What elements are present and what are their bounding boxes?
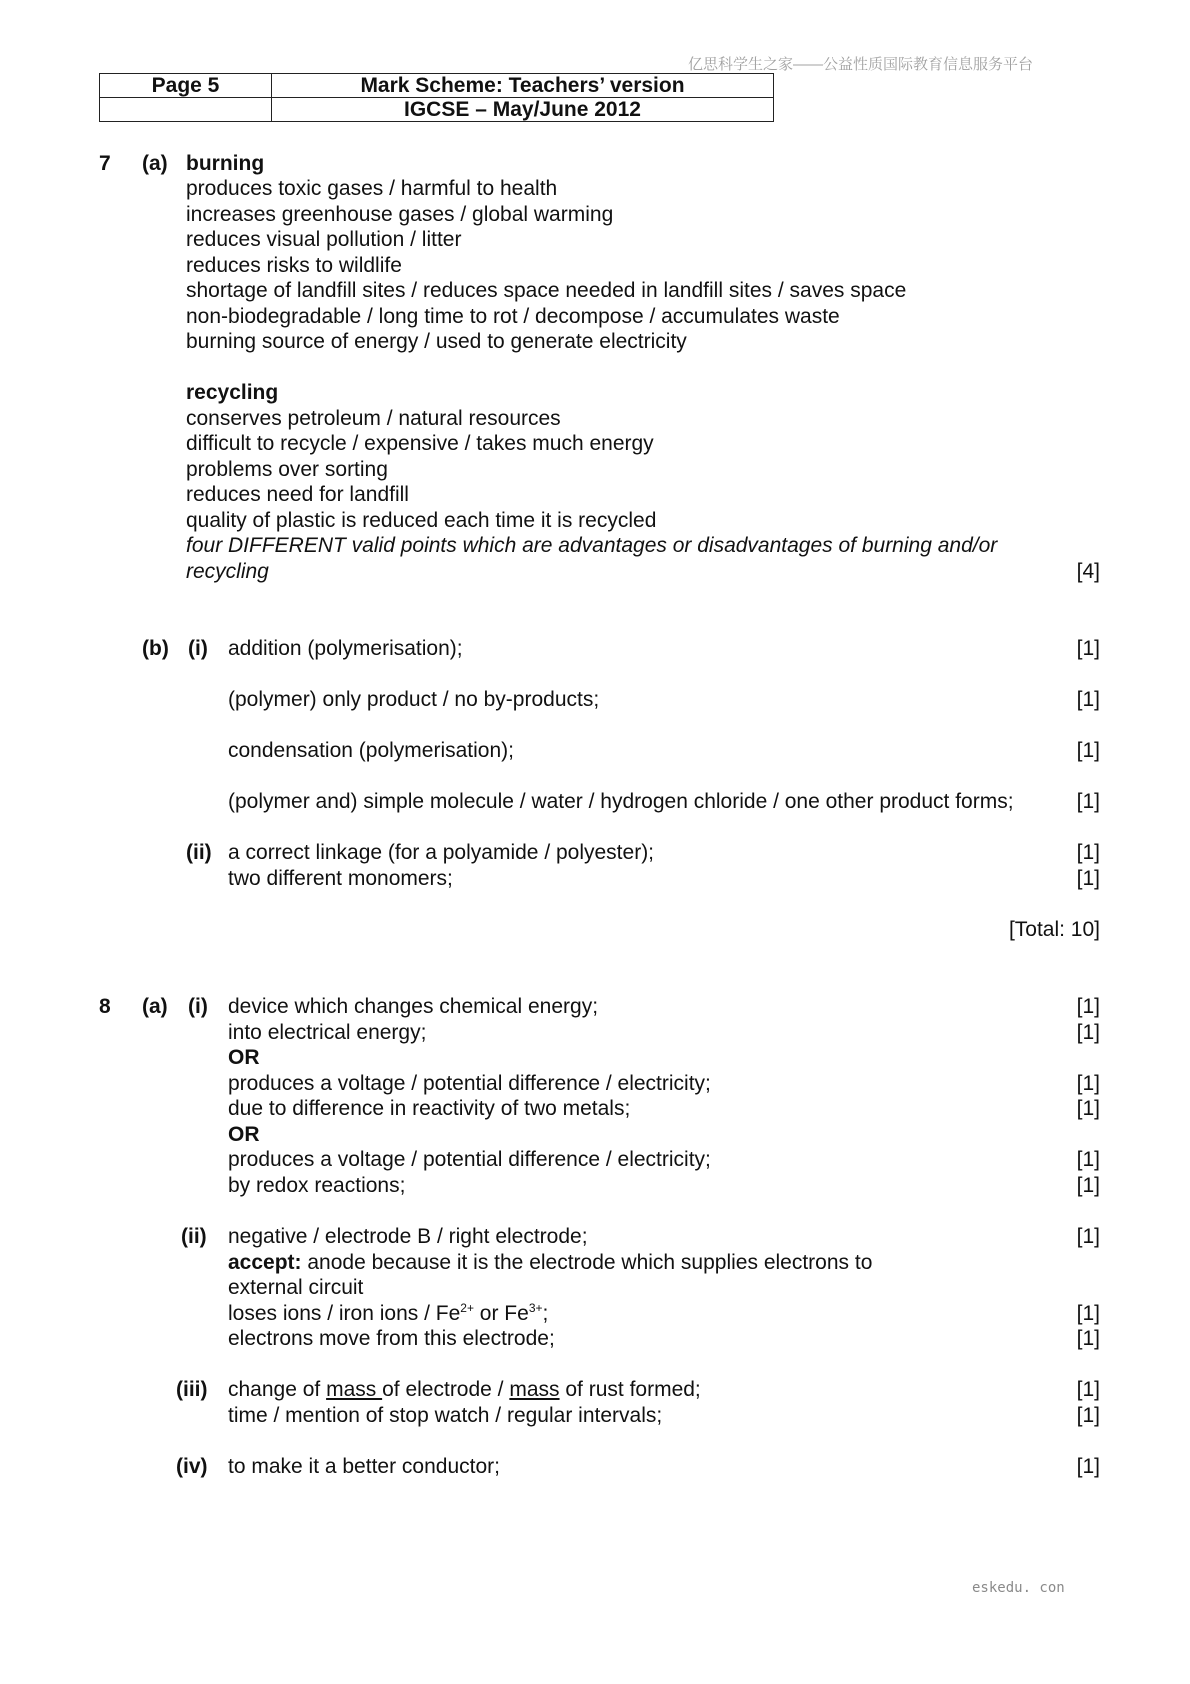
q8-i-line2: into electrical energy; (228, 1021, 427, 1044)
q8-ii-mark2: [1] (1076, 1302, 1100, 1325)
q8-i-mark6: [1] (1076, 1174, 1100, 1197)
q8-iii-line1 (228, 1377, 701, 1402)
q8-number: 8 (99, 995, 111, 1018)
burning-point: increases greenhouse gases / global warming (186, 203, 614, 226)
q8-a-label: (a) (142, 995, 168, 1018)
q8-ii-accept (228, 1250, 872, 1275)
q8-ii-line3: electrons move from this electrode; (228, 1327, 555, 1350)
iii-text-part: of electrode / (382, 1378, 510, 1401)
q7-b-ii-mark: [1] (1076, 867, 1100, 890)
footer-site: eskedu. con (972, 1580, 1065, 1596)
ions-pre: loses ions / iron ions / Fe (228, 1302, 461, 1325)
recycling-point: difficult to recycle / expensive / takes much energy (186, 432, 654, 455)
header-page: Page 5 (100, 74, 272, 98)
q7-total: [Total: 10] (1008, 918, 1100, 941)
q8-i-mark5: [1] (1076, 1148, 1100, 1171)
ions-sup1: 2+ (460, 1301, 474, 1315)
burning-point: non-biodegradable / long time to rot / decompose / accumulates waste (186, 305, 840, 328)
q7-b-ii-line: two different monomers; (228, 867, 453, 890)
q7-burning-heading: burning (186, 152, 265, 175)
q8-iv-label: (iv) (176, 1455, 208, 1478)
q8-i-mark4: [1] (1076, 1097, 1100, 1120)
q7-b-i-mark: [1] (1076, 790, 1100, 813)
header-empty-cell (100, 98, 272, 122)
header-exam: IGCSE – May/June 2012 (272, 98, 774, 122)
burning-point: shortage of landfill sites / reduces space needed in landfill sites / saves space (186, 279, 907, 302)
q7-b-ii-line: a correct linkage (for a polyamide / polyester); (228, 841, 655, 864)
q7-b-i-line: addition (polymerisation); (228, 637, 463, 660)
accept-text: anode because it is the electrode which supplies electrons to (301, 1251, 873, 1274)
q8-i-line5: produces a voltage / potential difference / electricity; (228, 1148, 711, 1171)
header-title: Mark Scheme: Teachers’ version (272, 74, 774, 98)
recycling-point: reduces need for landfill (186, 483, 409, 506)
recycling-point: quality of plastic is reduced each time it is recycled (186, 509, 657, 532)
q8-i-mark2: [1] (1076, 1021, 1100, 1044)
q7-number: 7 (99, 152, 111, 175)
watermark-text: 亿思科学生之家——公益性质国际教育信息服务平台 (688, 56, 1034, 73)
burning-point: reduces visual pollution / litter (186, 228, 462, 251)
q7-b-ii-mark: [1] (1076, 841, 1100, 864)
iii-underlined-mass: mass (509, 1378, 560, 1401)
q8-ii-label: (ii) (181, 1225, 207, 1248)
q7-a-note-line2: recycling (186, 560, 269, 583)
accept-label: accept: (228, 1251, 302, 1274)
q8-iii-mark2: [1] (1076, 1404, 1100, 1427)
ions-sup2: 3+ (528, 1301, 543, 1315)
ions-end: ; (542, 1302, 549, 1325)
q8-ii-ions-line (228, 1301, 548, 1326)
q8-i-label: (i) (188, 995, 208, 1018)
q7-a-note-line1: four DIFFERENT valid points which are advantages or disadvantages of burning and/or (186, 534, 998, 557)
q7-b-i-mark: [1] (1076, 688, 1100, 711)
q8-iv-line1: to make it a better conductor; (228, 1455, 500, 1478)
q7-b-i-label: (i) (188, 637, 208, 660)
header-table (99, 73, 774, 122)
q8-i-or2: OR (228, 1123, 260, 1146)
q7-a-label: (a) (142, 152, 168, 175)
q8-i-mark1: [1] (1076, 995, 1100, 1018)
ions-mid: or Fe (473, 1302, 529, 1325)
q7-a-mark: [4] (1076, 560, 1100, 583)
q8-i-line1: device which changes chemical energy; (228, 995, 599, 1018)
q7-b-i-line: condensation (polymerisation); (228, 739, 514, 762)
q7-recycling-heading: recycling (186, 381, 279, 404)
burning-point: reduces risks to wildlife (186, 254, 402, 277)
q7-b-i-mark: [1] (1076, 637, 1100, 660)
q7-b-i-line: (polymer) only product / no by-products; (228, 688, 600, 711)
q8-ii-accept-cont: external circuit (228, 1276, 364, 1299)
q8-i-line3: produces a voltage / potential difference / electricity; (228, 1072, 711, 1095)
q7-b-ii-label: (ii) (186, 841, 212, 864)
q8-iii-line2: time / mention of stop watch / regular intervals; (228, 1404, 663, 1427)
q8-iv-mark1: [1] (1076, 1455, 1100, 1478)
q7-b-i-mark: [1] (1076, 739, 1100, 762)
burning-point: produces toxic gases / harmful to health (186, 177, 558, 200)
q7-b-label: (b) (142, 637, 169, 660)
q8-i-or1: OR (228, 1046, 260, 1069)
q8-ii-mark1: [1] (1076, 1225, 1100, 1248)
recycling-point: problems over sorting (186, 458, 388, 481)
q8-iii-label: (iii) (176, 1378, 208, 1401)
q8-i-line6: by redox reactions; (228, 1174, 406, 1197)
q8-i-line4: due to difference in reactivity of two metals; (228, 1097, 631, 1120)
iii-text-part: of rust formed; (559, 1378, 701, 1401)
iii-text-part: change of (228, 1378, 327, 1401)
iii-underlined-mass: mass (326, 1378, 383, 1401)
q8-iii-mark1: [1] (1076, 1378, 1100, 1401)
q8-ii-mark3: [1] (1076, 1327, 1100, 1350)
burning-point: burning source of energy / used to generate electricity (186, 330, 687, 353)
q8-ii-line1: negative / electrode B / right electrode; (228, 1225, 588, 1248)
recycling-point: conserves petroleum / natural resources (186, 407, 561, 430)
q7-b-i-line: (polymer and) simple molecule / water / hydrogen chloride / one other product forms; (228, 790, 1014, 813)
q8-i-mark3: [1] (1076, 1072, 1100, 1095)
